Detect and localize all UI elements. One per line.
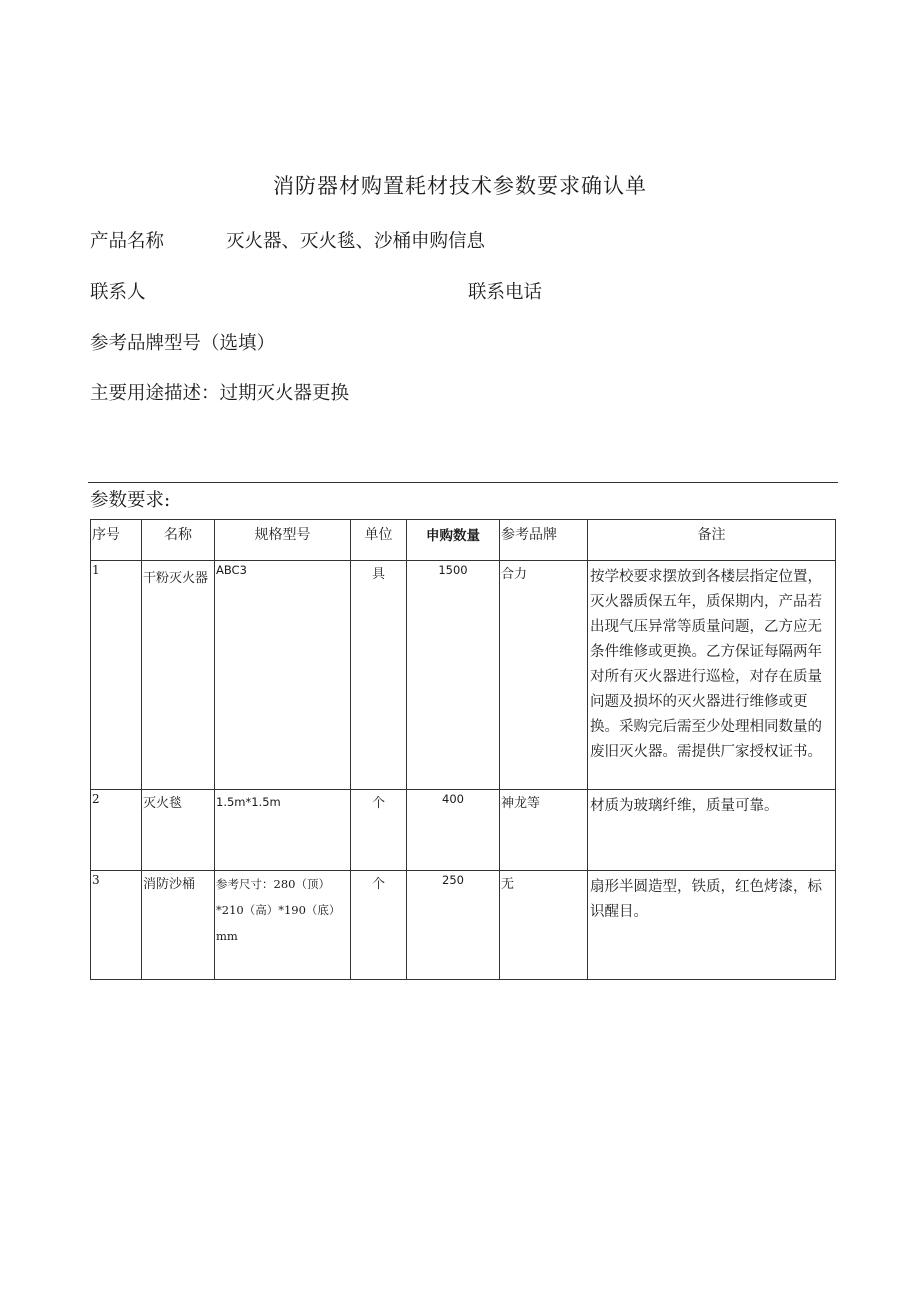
header-remark: 备注	[588, 520, 836, 561]
product-name-label: 产品名称	[90, 231, 165, 252]
cell-brand: 神龙等	[500, 790, 588, 871]
section-divider	[88, 482, 838, 483]
header-qty: 申购数量	[407, 520, 500, 561]
header-spec: 规格型号	[215, 520, 351, 561]
cell-no: 1	[91, 561, 142, 790]
cell-spec: 1.5m*1.5m	[215, 790, 351, 871]
cell-no: 3	[91, 871, 142, 980]
cell-spec: ABC3	[215, 561, 351, 790]
cell-remark: 按学校要求摆放到各楼层指定位置，灭火器质保五年，质保期内，产品若出现气压异常等质量问题，乙方应无条件维修或更换。乙方保证每隔两年对所有灭火器进行巡检，对存在质量问题及损坏的灭火器进行维修或更换。采购完后需至少处理相同数量的废旧灭火器。需提供厂家授权证书。	[588, 561, 836, 790]
cell-brand: 合力	[500, 561, 588, 790]
cell-unit: 具	[351, 561, 407, 790]
cell-no: 2	[91, 790, 142, 871]
contact-person-label: 联系人	[90, 282, 146, 303]
table-header-row	[91, 520, 836, 561]
product-name-value: 灭火器、灭火毯、沙桶申购信息	[226, 231, 486, 252]
cell-qty: 1500	[407, 561, 500, 790]
cell-name: 消防沙桶	[142, 871, 215, 980]
cell-name: 灭火毯	[142, 790, 215, 871]
header-no: 序号	[91, 520, 142, 561]
document-title: 消防器材购置耗材技术参数要求确认单	[273, 174, 647, 198]
cell-qty: 250	[407, 871, 500, 980]
cell-remark: 材质为玻璃纤维，质量可靠。	[588, 790, 836, 871]
table-row	[91, 871, 836, 980]
header-name: 名称	[142, 520, 215, 561]
cell-spec: 参考尺寸：280（顶）*210（高）*190（底）mm	[215, 871, 351, 980]
requirements-table	[90, 519, 836, 980]
cell-remark: 扇形半圆造型，铁质，红色烤漆，标识醒目。	[588, 871, 836, 980]
header-unit: 单位	[351, 520, 407, 561]
header-brand: 参考品牌	[500, 520, 588, 561]
cell-qty: 400	[407, 790, 500, 871]
reference-brand-label: 参考品牌型号（选填）	[90, 333, 276, 354]
cell-unit: 个	[351, 790, 407, 871]
cell-brand: 无	[500, 871, 588, 980]
cell-name: 干粉灭火器	[142, 561, 215, 790]
cell-unit: 个	[351, 871, 407, 980]
table-row	[91, 790, 836, 871]
contact-phone-label: 联系电话	[468, 282, 543, 303]
usage-description: 主要用途描述：过期灭火器更换	[90, 383, 350, 404]
table-row	[91, 561, 836, 790]
requirements-label: 参数要求:	[90, 490, 171, 511]
